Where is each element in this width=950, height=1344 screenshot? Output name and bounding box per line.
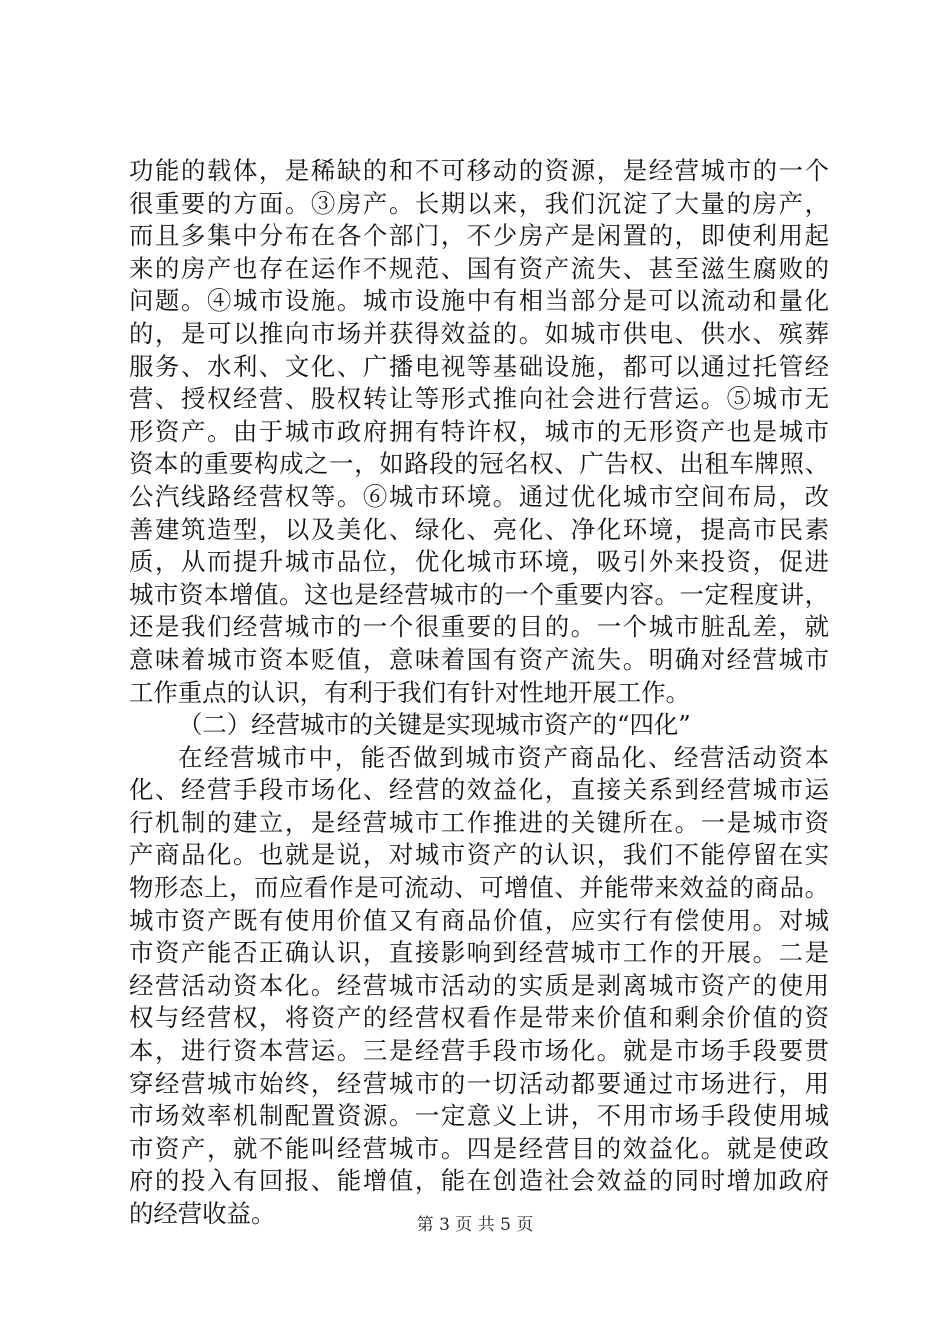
text-line: 资本的重要构成之一，如路段的冠名权、广告权、出租车牌照、 bbox=[129, 449, 829, 479]
text-line: 化、经营手段市场化、经营的效益化，直接关系到经营城市运 bbox=[129, 775, 829, 805]
section-heading: （二）经营城市的关键是实现城市资产的“四化” bbox=[178, 710, 691, 740]
text-line: 问题。④城市设施。城市设施中有相当部分是可以流动和量化 bbox=[129, 286, 829, 316]
text-line: 物形态上，而应看作是可流动、可增值、并能带来效益的商品。 bbox=[129, 873, 829, 903]
text-line: 意味着城市资本贬值，意味着国有资产流失。明确对经营城市 bbox=[129, 644, 829, 674]
page-footer: 第 3 页 共 5 页 bbox=[416, 1215, 534, 1235]
text-line: 质，从而提升城市品位，优化城市环境，吸引外来投资，促进 bbox=[129, 547, 829, 577]
text-line: 权与经营权，将资产的经营权看作是带来价值和剩余价值的资 bbox=[129, 1003, 829, 1033]
text-line: 经营活动资本化。经营城市活动的实质是剥离城市资产的使用 bbox=[129, 970, 829, 1000]
text-line: 而且多集中分布在各个部门，不少房产是闲置的，即使利用起 bbox=[129, 221, 829, 251]
text-line: 行机制的建立，是经营城市工作推进的关键所在。一是城市资 bbox=[129, 807, 829, 837]
text-line: 营、授权经营、股权转让等形式推向社会进行营运。⑤城市无 bbox=[129, 384, 829, 414]
text-line: 来的房产也存在运作不规范、国有资产流失、甚至滋生腐败的 bbox=[129, 253, 829, 283]
text-line: 城市资产既有使用价值又有商品价值，应实行有偿使用。对城 bbox=[129, 905, 829, 935]
text-line: 善建筑造型，以及美化、绿化、亮化、净化环境，提高市民素 bbox=[129, 514, 829, 544]
text-line: 本，进行资本营运。三是经营手段市场化。就是市场手段要贯 bbox=[129, 1036, 829, 1066]
text-line: 功能的载体，是稀缺的和不可移动的资源，是经营城市的一个 bbox=[129, 156, 829, 185]
text-line: 公汽线路经营权等。⑥城市环境。通过优化城市空间布局，改 bbox=[129, 481, 829, 511]
text-line: 的，是可以推向市场并获得效益的。如城市供电、供水、殡葬 bbox=[129, 318, 829, 348]
text-line: 很重要的方面。③房产。长期以来，我们沉淀了大量的房产， bbox=[129, 188, 829, 218]
text-line: 产商品化。也就是说，对城市资产的认识，我们不能停留在实 bbox=[129, 840, 829, 870]
text-line: 形资产。由于城市政府拥有特许权，城市的无形资产也是城市 bbox=[129, 416, 829, 446]
text-line: 城市资本增值。这也是经营城市的一个重要内容。一定程度讲， bbox=[129, 579, 829, 609]
text-line: 工作重点的认识，有利于我们有针对性地开展工作。 bbox=[129, 677, 690, 707]
text-line: 还是我们经营城市的一个很重要的目的。一个城市脏乱差，就 bbox=[129, 612, 829, 642]
text-line: 市资产，就不能叫经营城市。四是经营目的效益化。就是使政 bbox=[129, 1133, 829, 1163]
text-line: 市场效率机制配置资源。一定意义上讲，不用市场手段使用城 bbox=[129, 1101, 829, 1131]
text-line: 市资产能否正确认识，直接影响到经营城市工作的开展。二是 bbox=[129, 938, 829, 968]
text-line: 的经营收益。 bbox=[129, 1199, 276, 1228]
text-line: 在经营城市中，能否做到城市资产商品化、经营活动资本 bbox=[178, 742, 829, 772]
text-line: 服务、水利、文化、广播电视等基础设施，都可以通过托管经 bbox=[129, 351, 829, 381]
text-line: 府的投入有回报、能增值，能在创造社会效益的同时增加政府 bbox=[129, 1166, 829, 1196]
body-text bbox=[129, 155, 829, 1231]
text-line: 穿经营城市始终，经营城市的一切活动都要通过市场进行，用 bbox=[129, 1068, 829, 1098]
